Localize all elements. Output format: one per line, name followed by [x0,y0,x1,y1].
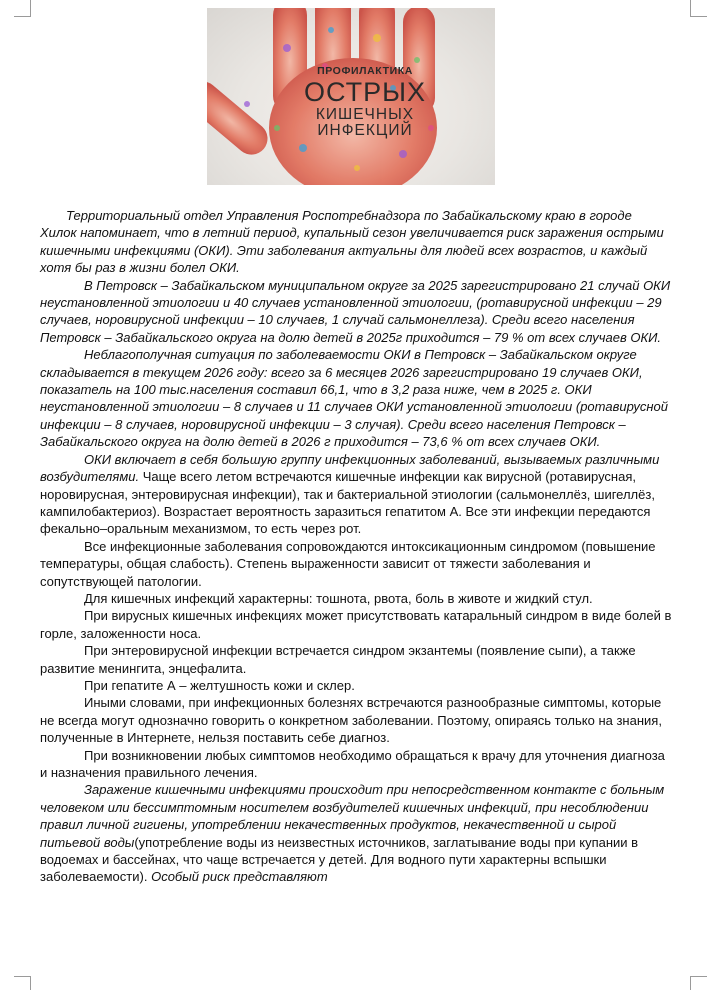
crop-mark [14,976,31,977]
crop-mark [30,976,31,990]
paragraph: Все инфекционные заболевания сопровождаются интоксикационным синдромом (повышение температуры, общая слабость). Степень выраженности зависит от тяжести заболевания и сопутствующей патологии. [40,538,656,589]
paragraph: Иными словами, при инфекционных болезнях встречаются разнообразные симптомы, которые не всегда могут однозначно говорить о конкретном заболевании. Поэтому, опираясь только на знания, полученные в Интернете, нельзя поставить себе диагноз. [40,695,662,746]
paragraph: При гепатите А – желтушность кожи и склер. [84,677,355,693]
banner-title [303,66,427,139]
paragraph: При энтеровирусной инфекции встречается синдром экзантемы (появление сыпи), а также развитие менингита, энцефалита. [40,643,636,676]
banner-image [207,8,495,185]
paragraph-italic-part: ОКИ включает в себя большую группу инфекционных заболеваний, вызываемых различными возбудителями. [40,451,660,485]
banner-title-line: ПРОФИЛАКТИКА [317,65,413,77]
paragraph [40,781,672,885]
paragraph: При вирусных кишечных инфекциях может присутствовать катаральный синдром в виде болей в горле, заложенности носа. [40,608,672,641]
crop-mark [690,976,707,977]
article-body [40,207,672,886]
paragraph: При возникновении любых симптомов необходимо обращаться к врачу для уточнения диагноза и назначения правильного лечения. [40,747,665,780]
banner-title-line: ОСТРЫХ [303,76,426,107]
crop-mark [690,16,707,17]
paragraph [40,451,672,538]
banner-title-line: ИНФЕКЦИЙ [317,122,413,139]
paragraph-italic-part: Заражение кишечными инфекциями происходит при непосредственном контакте с больным человеком или бессимптомным носителем возбудителей кишечных инфекций, при несоблюдении правил личной гигиены, употреблении некачественных продуктов, некачественной и сырой питьевой воды [40,782,665,850]
paragraph: Неблагополучная ситуация по заболеваемости ОКИ в Петровск – Забайкальском округе складывается в текущем 2026 году: всего за 6 месяцев 2026 зарегистрировано 19 случаев ОКИ, показатель на 100 тыс.населения составил 66,1, что в 3,2 раза ниже, чем в 2025 г. ОКИ неустановленной этиологии – 8 случаев и 11 случаев ОКИ установленной этиологии (ротавирусной инфекции – 8 случаев, норовирусной инфекции – 3 случая). Среди всего населения Петровск – Забайкальского округа на долю детей в 2026 г приходится – 73,6 % от всех случаев ОКИ. [40,347,669,450]
banner-title-line: КИШЕЧНЫХ [315,105,415,123]
crop-mark [690,976,691,990]
crop-mark [690,0,691,16]
paragraph-part: Чаще всего летом встречаются кишечные инфекции как вирусной (ротавирусная, норовирусная, энтеровирусная инфекции), так и бактериальной этиологии (сальмонеллёз, шигеллёз, кампилобактериоз). Возрастает вероятность заразиться гепатитом А. Все эти инфекции передаются фекально–оральным механизмом, то есть через рот. [40,469,655,537]
paragraph: В Петровск – Забайкальском муниципальном округе за 2025 зарегистрировано 21 случай ОКИ неустановленной этиологии и 40 случаев установленной этиологии, (ротавирусной инфекции – 29 случаев, норовирусной инфекции – 10 случаев, 1 случай сальмонеллеза). Среди всего населения Петровск – Забайкальского округа на долю детей в 2025г приходится – 79 % от всех случаев ОКИ. [40,277,671,345]
paragraph: Для кишечных инфекций характерны: тошнота, рвота, боль в животе и жидкий стул. [84,590,593,606]
paragraph-italic-part: Особый риск представляют [151,869,328,885]
crop-mark [14,16,31,17]
paragraph: Территориальный отдел Управления Роспотребнадзора по Забайкальскому краю в городе Хилок напоминает, что в летний период, купальный сезон увеличивается риск заражения острыми кишечными инфекциями (ОКИ). Эти заболевания актуальны для людей всех возрастов, и каждый хотя бы раз в жизни болел ОКИ. [40,208,664,276]
crop-mark [30,0,31,16]
paragraph-part: (употребление воды из неизвестных источников, заглатывание воды при купании в водоемах и бассейнах, что чаще встречается у детей. Для водного пути характерны вспышки заболеваемости). [40,834,639,885]
